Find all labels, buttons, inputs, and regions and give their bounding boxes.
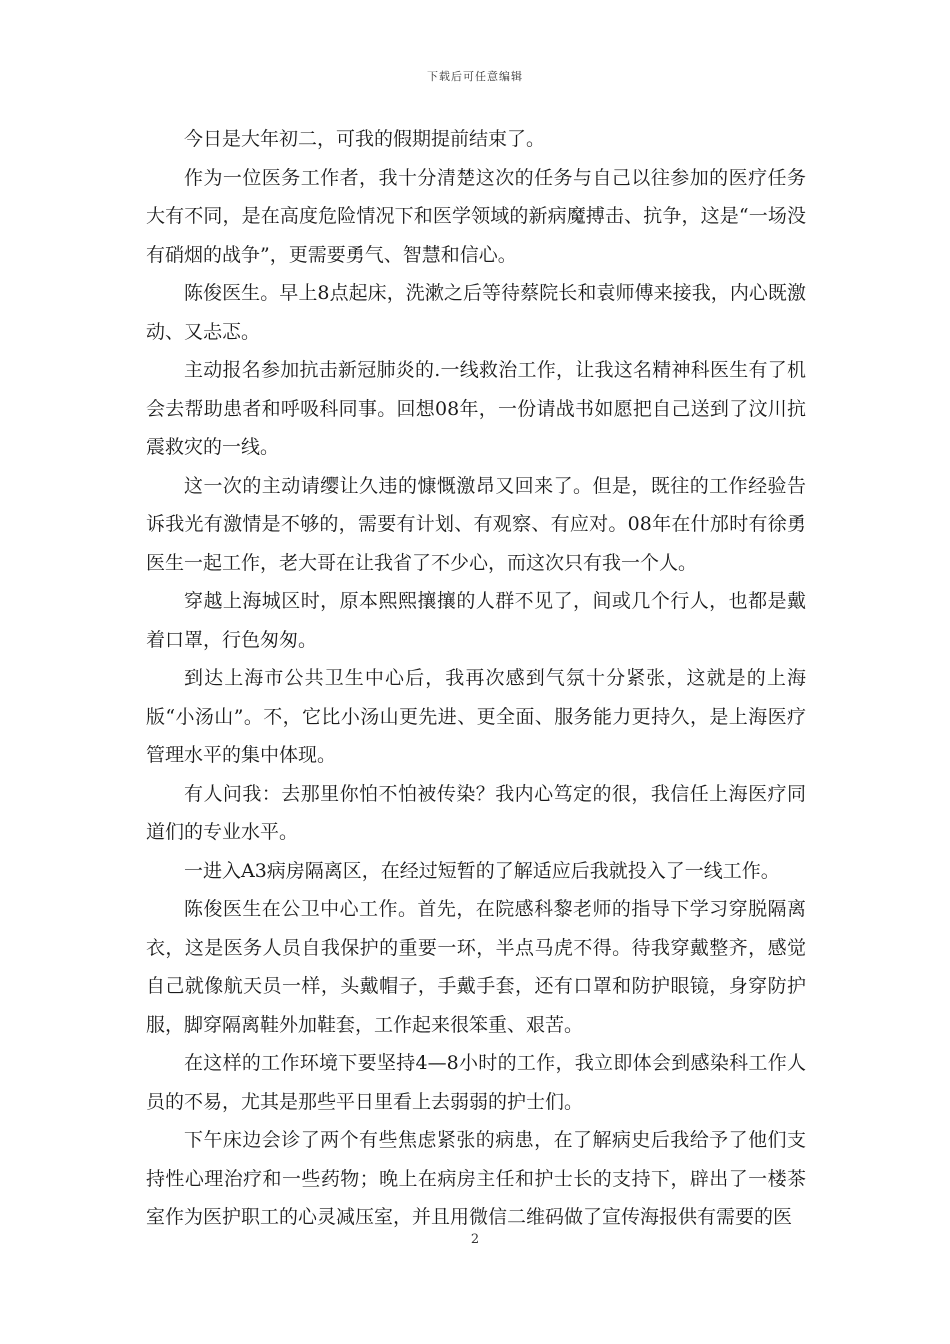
paragraph: 今日是大年初二，可我的假期提前结束了。 bbox=[184, 128, 546, 150]
document-body bbox=[146, 120, 806, 1237]
paragraph: 到达上海市公共卫生中心后，我再次感到气氛十分紧张，这就是的上海版“小汤山”。不，它比小汤山更先进、更全面、服务能力更持久，是上海医疗管理水平的集中体现。 bbox=[146, 667, 806, 766]
header-note: 下载后可任意编辑 bbox=[427, 70, 523, 83]
paragraph: 穿越上海城区时，原本熙熙攘攘的人群不见了，间或几个行人，也都是戴着口罩，行色匆匆。 bbox=[146, 590, 806, 651]
paragraph: 陈俊医生在公卫中心工作。首先，在院感科黎老师的指导下学习穿脱隔离衣，这是医务人员自我保护的重要一环，半点马虎不得。待我穿戴整齐，感觉自己就像航天员一样，头戴帽子，手戴手套，还有口罩和防护眼镜，身穿防护服，脚穿隔离鞋外加鞋套，工作起来很笨重、艰苦。 bbox=[146, 898, 806, 1036]
paragraph: 作为一位医务工作者，我十分清楚这次的任务与自己以往参加的医疗任务大有不同，是在高度危险情况下和医学领域的新病魔搏击、抗争，这是“一场没有硝烟的战争”，更需要勇气、智慧和信心。 bbox=[146, 166, 806, 266]
paragraph: 这一次的主动请缨让久违的慷慨激昂又回来了。但是，既往的工作经验告诉我光有激情是不够的，需要有计划、有观察、有应对。08年在什邡时有徐勇医生一起工作，老大哥在让我省了不少心，而这次只有我一个人。 bbox=[146, 474, 806, 574]
paragraph: 一进入A3病房隔离区，在经过短暂的了解适应后我就投入了一线工作。 bbox=[184, 859, 780, 882]
paragraph: 陈俊医生。早上8点起床，洗漱之后等待蔡院长和袁师傅来接我，内心既激动、又忐忑。 bbox=[146, 282, 806, 343]
paragraph: 主动报名参加抗击新冠肺炎的.一线救治工作，让我这名精神科医生有了机会去帮助患者和呼吸科同事。回想08年，一份请战书如愿把自己送到了汶川抗震救灾的一线。 bbox=[146, 359, 806, 458]
page-number: 2 bbox=[470, 1232, 480, 1247]
paragraph: 下午床边会诊了两个有些焦虑紧张的病患，在了解病史后我给予了他们支持性心理治疗和一些药物；晚上在病房主任和护士长的支持下，辟出了一楼茶室作为医护职工的心灵减压室，并且用微信二维码做了宣传海报供有需要的医 bbox=[146, 1129, 806, 1228]
paragraph: 有人问我：去那里你怕不怕被传染？我内心笃定的很，我信任上海医疗同道们的专业水平。 bbox=[146, 782, 806, 843]
paragraph: 在这样的工作环境下要坚持4—8小时的工作，我立即体会到感染科工作人员的不易，尤其是那些平日里看上去弱弱的护士们。 bbox=[146, 1052, 806, 1113]
